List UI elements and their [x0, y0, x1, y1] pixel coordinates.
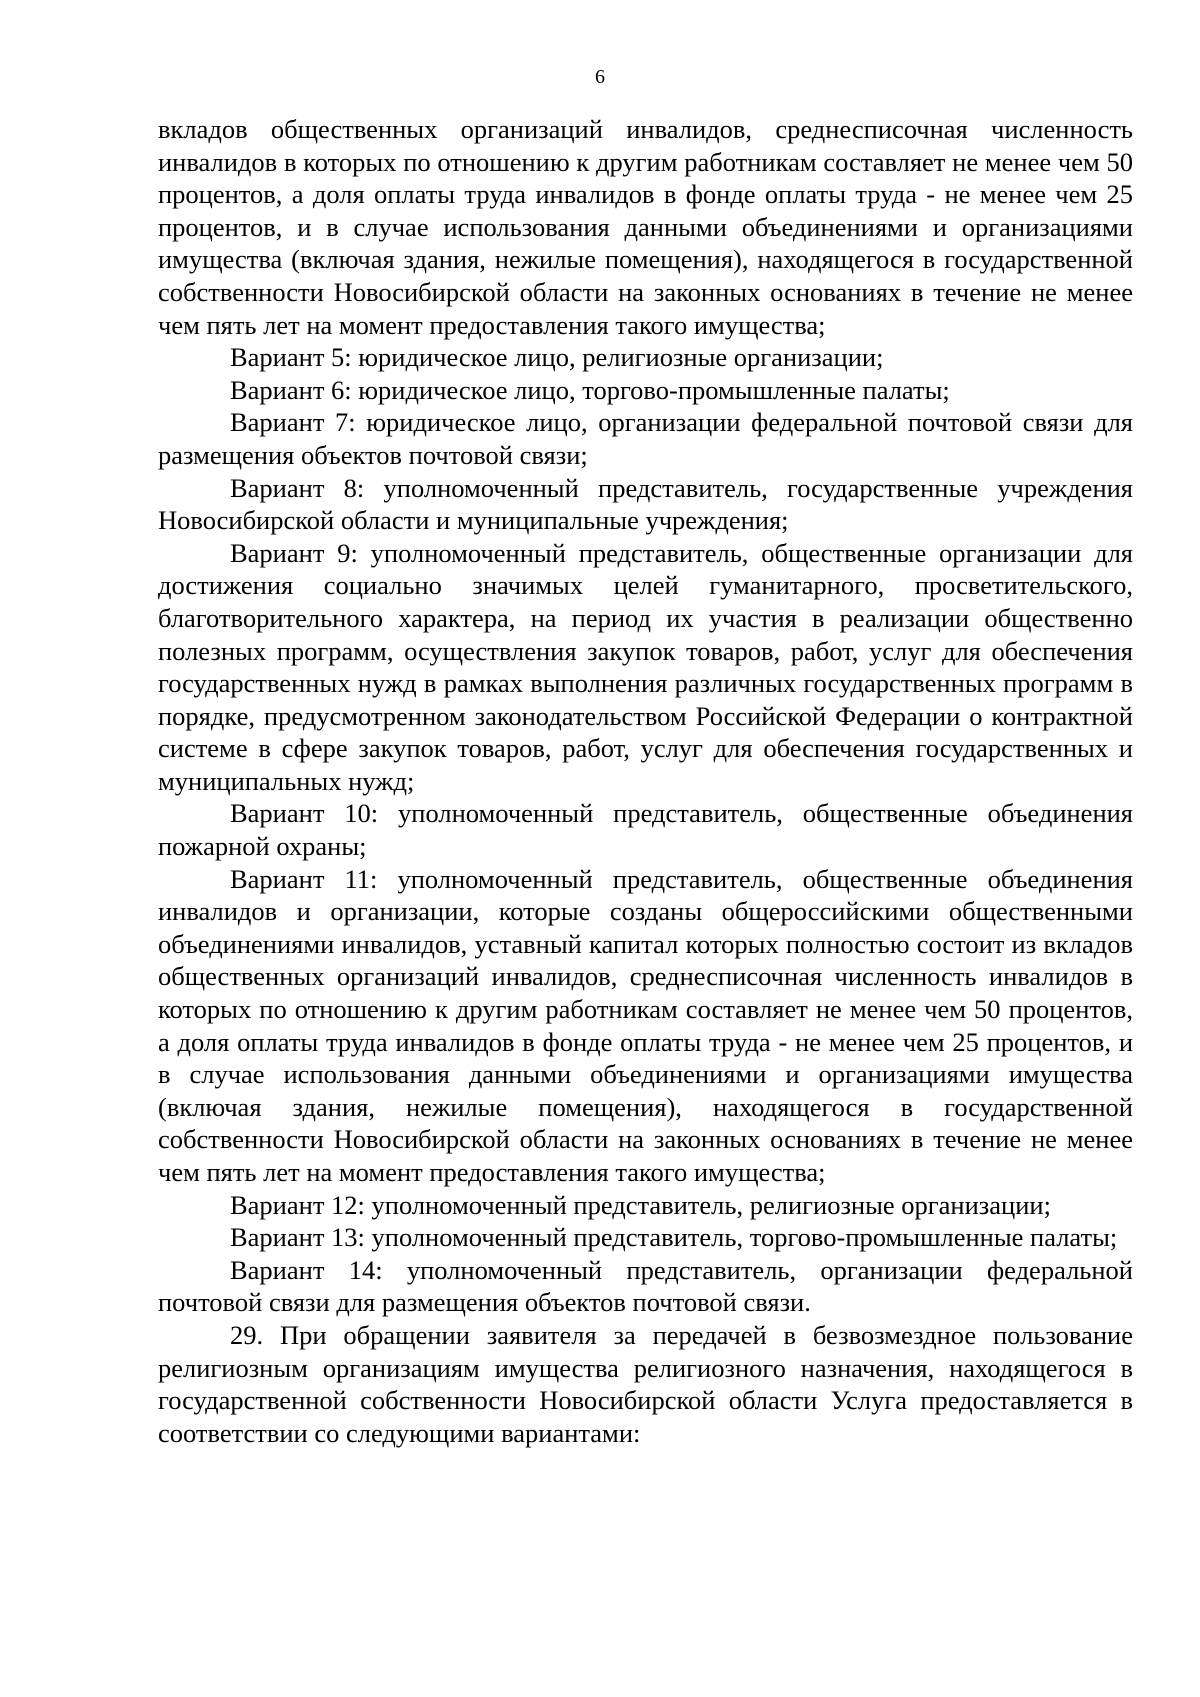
- paragraph-variant-11: Вариант 11: уполномоченный представитель, общественные объединения инвалидов и организации, которые созданы общероссийскими общественными объединениями инвалидов, уставный капитал которых полностью состоит из вкладов общественных организаций инвалидов, среднесписочная численность инвалидов в которых по отношению к другим работникам составляет не менее чем 50 процентов, а доля оплаты труда инвалидов в фонде оплаты труда - не менее чем 25 процентов, и в случае использования данными объединениями и организациями имущества (включая здания, нежилые помещения), находящегося в государственной собственности Новосибирской области на законных основаниях в течение не менее чем пять лет на момент предоставления такого имущества;: [158, 863, 1133, 1187]
- paragraph-variant-13: Вариант 13: уполномоченный представитель, торгово-промышленные палаты;: [230, 1222, 1118, 1253]
- page-number: 6: [595, 66, 605, 88]
- paragraph-variant-5: Вариант 5: юридическое лицо, религиозные организации;: [230, 342, 884, 373]
- paragraph-item-29: 29. При обращении заявителя за передачей в безвозмездное пользование религиозным организациям имущества религиозного назначения, находящегося в государственной собственности Новосибирской области Услуга предоставляется в соответствии со следующими вариантами:: [158, 1319, 1133, 1448]
- paragraph-variant-9: Вариант 9: уполномоченный представитель, общественные организации для достижения социально значимых целей гуманитарного, просветительского, благотворительного характера, на период их участия в реализации общественно полезных программ, осуществления закупок товаров, работ, услуг для обеспечения государственных нужд в рамках выполнения различных государственных программ в порядке, предусмотренном законодательством Российской Федерации о контрактной системе в сфере закупок товаров, работ, услуг для обеспечения государственных и муниципальных нужд;: [158, 537, 1133, 796]
- paragraph-variant-6: Вариант 6: юридическое лицо, торгово-промышленные палаты;: [230, 374, 950, 405]
- paragraph-variant-7: Вариант 7: юридическое лицо, организации федеральной почтовой связи для размещения объектов почтовой связи;: [158, 407, 1133, 470]
- paragraph-variant-10: Вариант 10: уполномоченный представитель, общественные объединения пожарной охраны;: [158, 798, 1133, 862]
- paragraph-variant-8: Вариант 8: уполномоченный представитель, государственные учреждения Новосибирской области и муниципальные учреждения;: [158, 472, 1133, 536]
- paragraph-continuation: вкладов общественных организаций инвалидов, среднесписочная численность инвалидов в которых по отношению к другим работникам составляет не менее чем 50 процентов, а доля оплаты труда инвалидов в фонде оплаты труда - не менее чем 25 процентов, и в случае использования данными объединениями и организациями имущества (включая здания, нежилые помещения), находящегося в государственной собственности Новосибирской области на законных основаниях в течение не менее чем пять лет на момент предоставления такого имущества;: [158, 114, 1133, 340]
- paragraph-variant-12: Вариант 12: уполномоченный представитель, религиозные организации;: [230, 1189, 1051, 1220]
- document-body: [158, 113, 1133, 1449]
- paragraph-variant-14: Вариант 14: уполномоченный представитель, организации федеральной почтовой связи для размещения объектов почтовой связи.: [158, 1254, 1133, 1318]
